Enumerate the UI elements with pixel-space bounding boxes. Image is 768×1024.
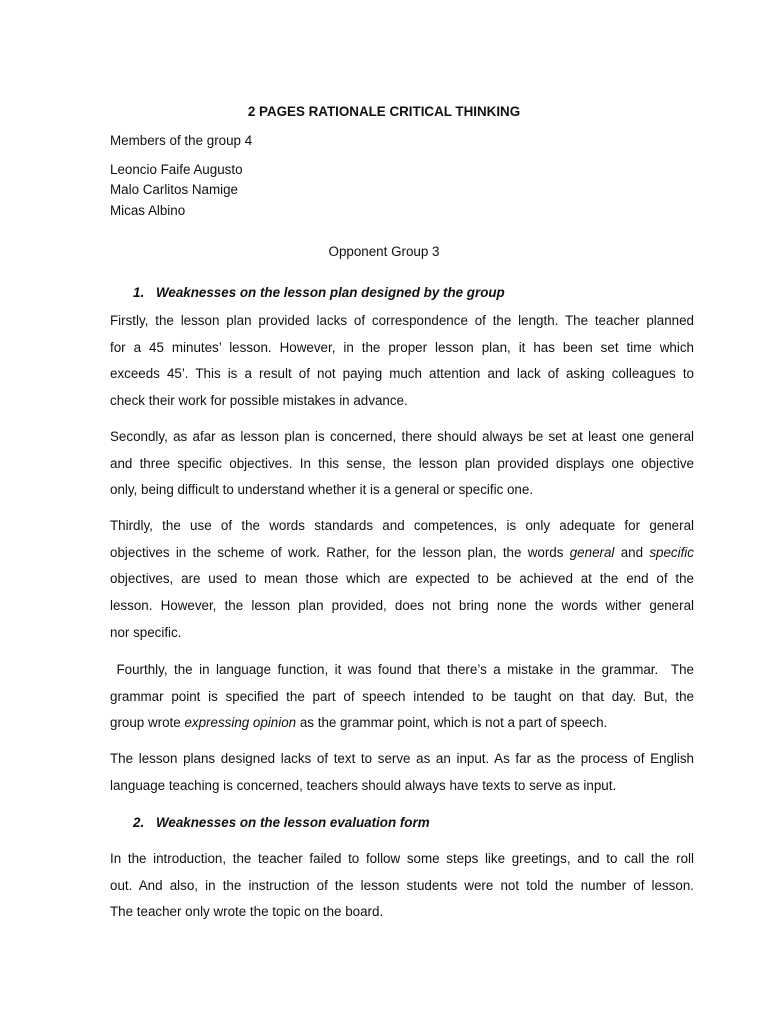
italic-term: general bbox=[569, 544, 615, 560]
paragraph-line bbox=[110, 710, 694, 737]
paragraph-line bbox=[110, 540, 694, 567]
paragraph-line: check their work for possible mistakes in advance. bbox=[110, 393, 408, 409]
section-heading bbox=[133, 815, 430, 830]
paragraph-line: language teaching is concerned, teachers should always have texts to serve as input. bbox=[110, 777, 617, 793]
members-label: Members of the group 4 bbox=[110, 133, 253, 148]
paragraph bbox=[110, 308, 694, 415]
paragraph bbox=[110, 513, 694, 646]
paragraph-line: for a 45 minutes’ lesson. However, in the proper lesson plan, it has been set time which bbox=[110, 339, 694, 355]
text-run: and bbox=[620, 544, 644, 560]
paragraph-line: out. And also, in the instruction of the lesson students were not told the number of lesson. bbox=[110, 877, 694, 893]
italic-term: expressing opinion bbox=[184, 715, 297, 731]
paragraph-line: The lesson plans designed lacks of text to serve as an input. As far as the process of English bbox=[110, 751, 694, 766]
paragraph bbox=[110, 746, 694, 799]
paragraph-line: nor specific. bbox=[110, 624, 182, 640]
paragraph-line: and three specific objectives. In this sense, the lesson plan provided displays one objective bbox=[110, 455, 694, 471]
paragraph-line: only, being difficult to understand whether it is a general or specific one. bbox=[110, 482, 534, 498]
paragraph-line: Thirdly, the use of the words standards and competences, is only adequate for general bbox=[110, 518, 694, 533]
paragraph-line: In the introduction, the teacher failed to follow some steps like greetings, and to call the roll bbox=[110, 851, 694, 866]
member-name: Malo Carlitos Namige bbox=[110, 182, 238, 197]
text-run: group wrote bbox=[110, 715, 181, 731]
paragraph-line: The teacher only wrote the topic on the board. bbox=[110, 904, 384, 920]
paragraph-line: grammar point is specified the part of speech intended to be taught on that day. But, the bbox=[110, 688, 694, 704]
paragraph-line: Secondly, as afar as lesson plan is concerned, there should always be set at least one general bbox=[110, 429, 694, 444]
section-heading bbox=[133, 285, 505, 300]
opponent-group: Opponent Group 3 bbox=[328, 244, 440, 259]
paragraph-line: Firstly, the lesson plan provided lacks of correspondence of the length. The teacher planned bbox=[110, 313, 694, 328]
section-number: 1. bbox=[133, 285, 145, 300]
section-heading-text: Weaknesses on the lesson plan designed by the group bbox=[156, 285, 505, 300]
section-heading-text: Weaknesses on the lesson evaluation form bbox=[156, 815, 430, 830]
paragraph-line: exceeds 45’. This is a result of not paying much attention and lack of asking colleagues to bbox=[110, 366, 694, 382]
member-name: Leoncio Faife Augusto bbox=[110, 162, 243, 177]
paragraph-line: Fourthly, the in language function, it was found that there’s a mistake in the grammar. The bbox=[110, 662, 694, 677]
paragraph bbox=[110, 846, 694, 926]
paragraph bbox=[110, 657, 694, 737]
text-run: objectives in the scheme of work. Rather, for the lesson plan, the words bbox=[110, 544, 564, 560]
section-number: 2. bbox=[133, 815, 145, 830]
italic-term: specific bbox=[649, 544, 694, 560]
document-title: 2 PAGES RATIONALE CRITICAL THINKING bbox=[247, 104, 521, 119]
paragraph bbox=[110, 424, 694, 504]
paragraph-line: objectives, are used to mean those which are expected to be achieved at the end of the bbox=[110, 571, 694, 587]
paragraph-line: lesson. However, the lesson plan provided, does not bring none the words wither general bbox=[110, 598, 694, 614]
text-run: as the grammar point, which is not a part of speech. bbox=[299, 715, 608, 731]
member-name: Micas Albino bbox=[110, 203, 186, 218]
